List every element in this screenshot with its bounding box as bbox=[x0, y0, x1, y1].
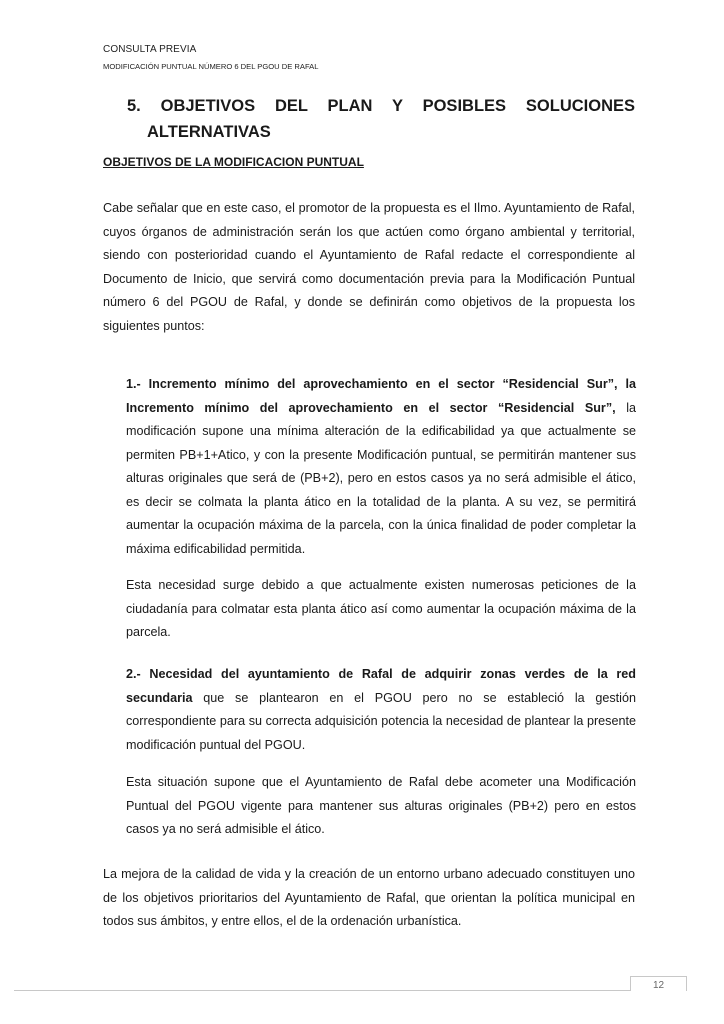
closing-paragraph: La mejora de la calidad de vida y la creación de un entorno urbano adecuado constituyen uno de los objetivos prioritarios del Ayuntamiento de Rafal, que orientan la política municipal en todos sus ámbitos, y entre ellos, el de la ordenación urbanística. bbox=[103, 867, 635, 928]
objective-2-text: que se plantearon en el PGOU pero no se estableció la gestión correspondiente para su correcta adquisición potencia la necesidad de plantear la presente modificación puntual del PGOU. bbox=[126, 690, 636, 752]
page-number: 12 bbox=[630, 976, 687, 991]
footer-divider bbox=[14, 990, 630, 991]
objective-1-heading: 1.- Incremento mínimo del aprovechamiento en el sector “Residencial Sur”, la Incremento mínimo del aprovechamiento en el sector “Residencial Sur”, bbox=[126, 377, 636, 415]
running-header-subtitle: MODIFICACIÓN PUNTUAL NÚMERO 6 DEL PGOU DE RAFAL bbox=[103, 62, 319, 71]
objective-1-paragraph bbox=[126, 373, 636, 561]
running-header-title: CONSULTA PREVIA bbox=[103, 44, 197, 55]
subheading: OBJETIVOS DE LA MODIFICACION PUNTUAL bbox=[103, 155, 364, 169]
objective-1-followup: Esta necesidad surge debido a que actualmente existen numerosas peticiones de la ciudadanía para colmatar esta planta ático así como aumentar la ocupación máxima de la parcela. bbox=[126, 578, 636, 639]
intro-paragraph: Cabe señalar que en este caso, el promotor de la propuesta es el Ilmo. Ayuntamiento de Rafal, cuyos órganos de administración serán los que actúen como órgano ambiental y territorial, siendo con posterioridad cuando el Ayuntamiento de Rafal redacte el correspondiente al Documento de Inicio, que servirá como documentación previa para la Modificación Puntual número 6 del PGOU de Rafal, y donde se definirán como objetivos de la propuesta los siguientes puntos: bbox=[103, 201, 635, 333]
section-title-continued: ALTERNATIVAS bbox=[147, 123, 271, 141]
section-title: 5. OBJETIVOS DEL PLAN Y POSIBLES SOLUCIONES bbox=[127, 97, 635, 115]
objective-2-followup: Esta situación supone que el Ayuntamiento de Rafal debe acometer una Modificación Puntual del PGOU vigente para mantener sus alturas originales (PB+2) pero en estos casos ya no será admisible el ático. bbox=[126, 775, 636, 836]
objective-2-heading: 2.- Necesidad del ayuntamiento de Rafal de adquirir zonas verdes de la red secundaria bbox=[126, 667, 636, 705]
objective-1-text: la modificación supone una mínima alteración de la edificabilidad ya que actualmente se permiten PB+1+Atico, y con la presente Modificación puntual, se permitirán mantener sus alturas originales que será de (PB+2), pero en estos casos ya no será admisible el ático, es decir se colmata la planta ático en la totalidad de la planta. A su vez, se permitirá aumentar la ocupación máxima de la parcela, con la única finalidad de poder completar la máxima edificabilidad permitida. bbox=[126, 400, 636, 556]
objective-2-paragraph bbox=[126, 663, 636, 757]
